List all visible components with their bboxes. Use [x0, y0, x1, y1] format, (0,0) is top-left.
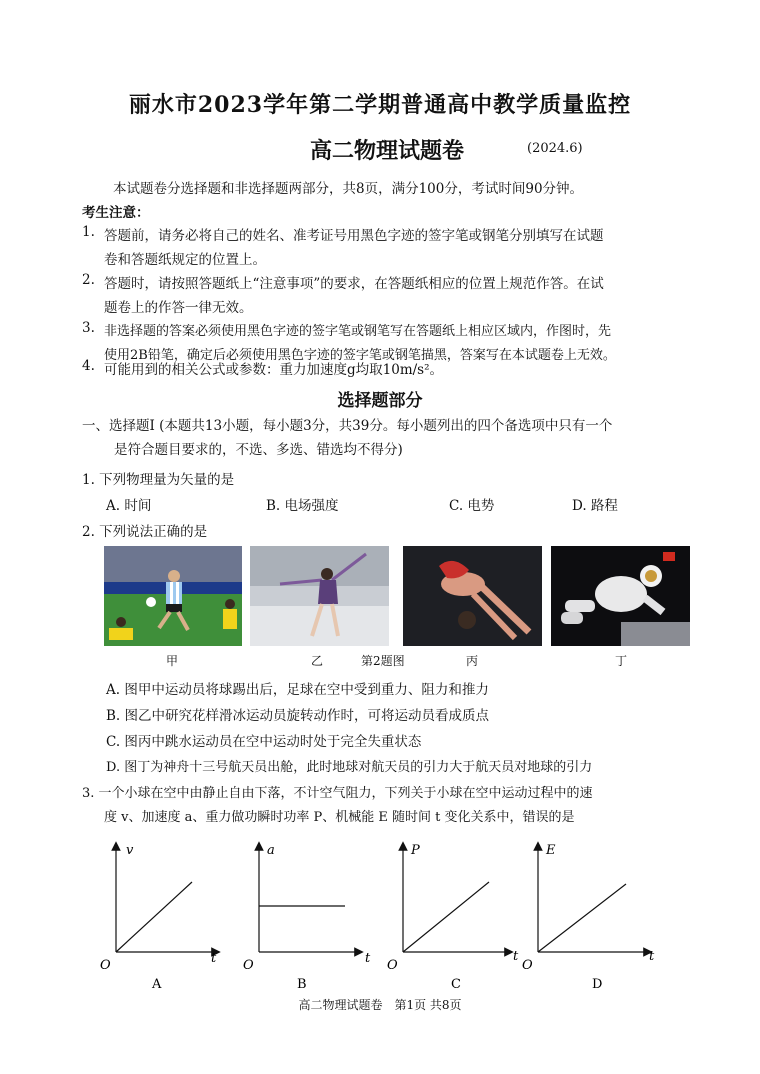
graph-c [383, 842, 523, 992]
option: B. 图乙中研究花样滑冰运动员旋转动作时，可将运动员看成质点 [106, 708, 490, 724]
graph-label: B [297, 977, 307, 992]
origin-label: O [100, 958, 111, 973]
question-stem: 2. 下列说法正确的是 [82, 524, 208, 540]
exam-date: (2024.6) [527, 141, 583, 156]
page-footer: 高二物理试题卷 第1页 共8页 [298, 998, 462, 1012]
option: B. 电场强度 [266, 498, 339, 514]
option: A. 图甲中运动员将球踢出后，足球在空中受到重力、阻力和推力 [106, 682, 489, 698]
photo-label: 丁 [615, 654, 628, 668]
figure-caption: 第2题图 [361, 654, 405, 668]
option: A. 时间 [106, 498, 152, 514]
paper-subtitle: 高二物理试题卷 [310, 139, 465, 164]
note-text: 可能用到的相关公式或参数：重力加速度g均取10m/s²。 [104, 362, 444, 378]
note-number: 2. [82, 272, 95, 288]
graph-curve [116, 882, 192, 952]
note-number: 1. [82, 224, 95, 240]
note-number: 4. [82, 358, 95, 374]
graph-label: D [592, 977, 603, 992]
graph-curve [538, 884, 626, 952]
part-heading: 一、选择题I (本题共13小题，每小题3分，共39分。每小题列出的四个备选项中只有一个 [82, 418, 613, 434]
origin-label: O [387, 958, 398, 973]
graph-b [239, 842, 369, 992]
note-text: 使用2B铅笔，确定后必须使用黑色字迹的签字笔或钢笔描黑，答案写在本试题卷上无效。 [104, 348, 616, 363]
y-axis-label: E [546, 843, 556, 858]
graph-d [518, 842, 658, 992]
option: C. 电势 [449, 498, 495, 514]
question-stem: 度 v、加速度 a、重力做功瞬时功率 P、机械能 E 随时间 t 变化关系中，错误的是 [104, 810, 575, 825]
exam-title: 丽水市2023学年第二学期普通高中教学质量监控 [128, 92, 632, 118]
option: C. 图丙中跳水运动员在空中运动时处于完全失重状态 [106, 734, 422, 750]
note-text: 答题时，请按照答题纸上“注意事项”的要求，在答题纸相应的位置上规范作答。在试 [104, 276, 604, 292]
graph-label: C [451, 977, 461, 992]
part-heading: 是符合题目要求的，不选、多选、错选均不得分) [114, 442, 403, 458]
note-text: 卷和答题纸规定的位置上。 [104, 252, 266, 268]
photo-soccer [104, 546, 242, 646]
option: D. 图丁为神舟十三号航天员出舱，此时地球对航天员的引力大于航天员对地球的引力 [106, 760, 593, 775]
question-stem: 1. 下列物理量为矢量的是 [82, 472, 235, 488]
section-title: 选择题部分 [337, 391, 423, 411]
y-axis-label: a [267, 843, 275, 858]
origin-label: O [522, 958, 533, 973]
photo-astronaut [551, 546, 690, 646]
x-axis-label: t [649, 949, 655, 964]
option: D. 路程 [572, 498, 618, 514]
graph-curve [403, 882, 489, 952]
photo-diver [403, 546, 542, 646]
y-axis-label: P [411, 843, 420, 858]
x-axis-label: t [211, 951, 217, 966]
note-text: 答题前，请务必将自己的姓名、准考证号用黑色字迹的签字笔或钢笔分别填写在试题 [104, 228, 604, 244]
intro-text: 本试题卷分选择题和非选择题两部分，共8页，满分100分，考试时间90分钟。 [113, 181, 584, 197]
note-text: 非选择题的答案必须使用黑色字迹的签字笔或钢笔写在答题纸上相应区域内，作图时，先 [104, 324, 612, 339]
photo-label: 丙 [466, 654, 479, 668]
notice-heading: 考生注意： [82, 205, 150, 221]
x-axis-label: t [365, 951, 371, 966]
x-axis-label: t [513, 949, 519, 964]
graph-a [96, 842, 226, 992]
graph-label: A [152, 977, 162, 992]
photo-label: 甲 [166, 654, 179, 668]
note-text: 题卷上的作答一律无效。 [104, 300, 253, 316]
photo-label: 乙 [311, 654, 324, 668]
y-axis-label: v [126, 843, 134, 858]
origin-label: O [243, 958, 254, 973]
question-stem: 3. 一个小球在空中由静止自由下落，不计空气阻力，下列关于小球在空中运动过程中的速 [82, 786, 593, 801]
note-number: 3. [82, 320, 95, 336]
photo-figure-skater [250, 546, 389, 646]
